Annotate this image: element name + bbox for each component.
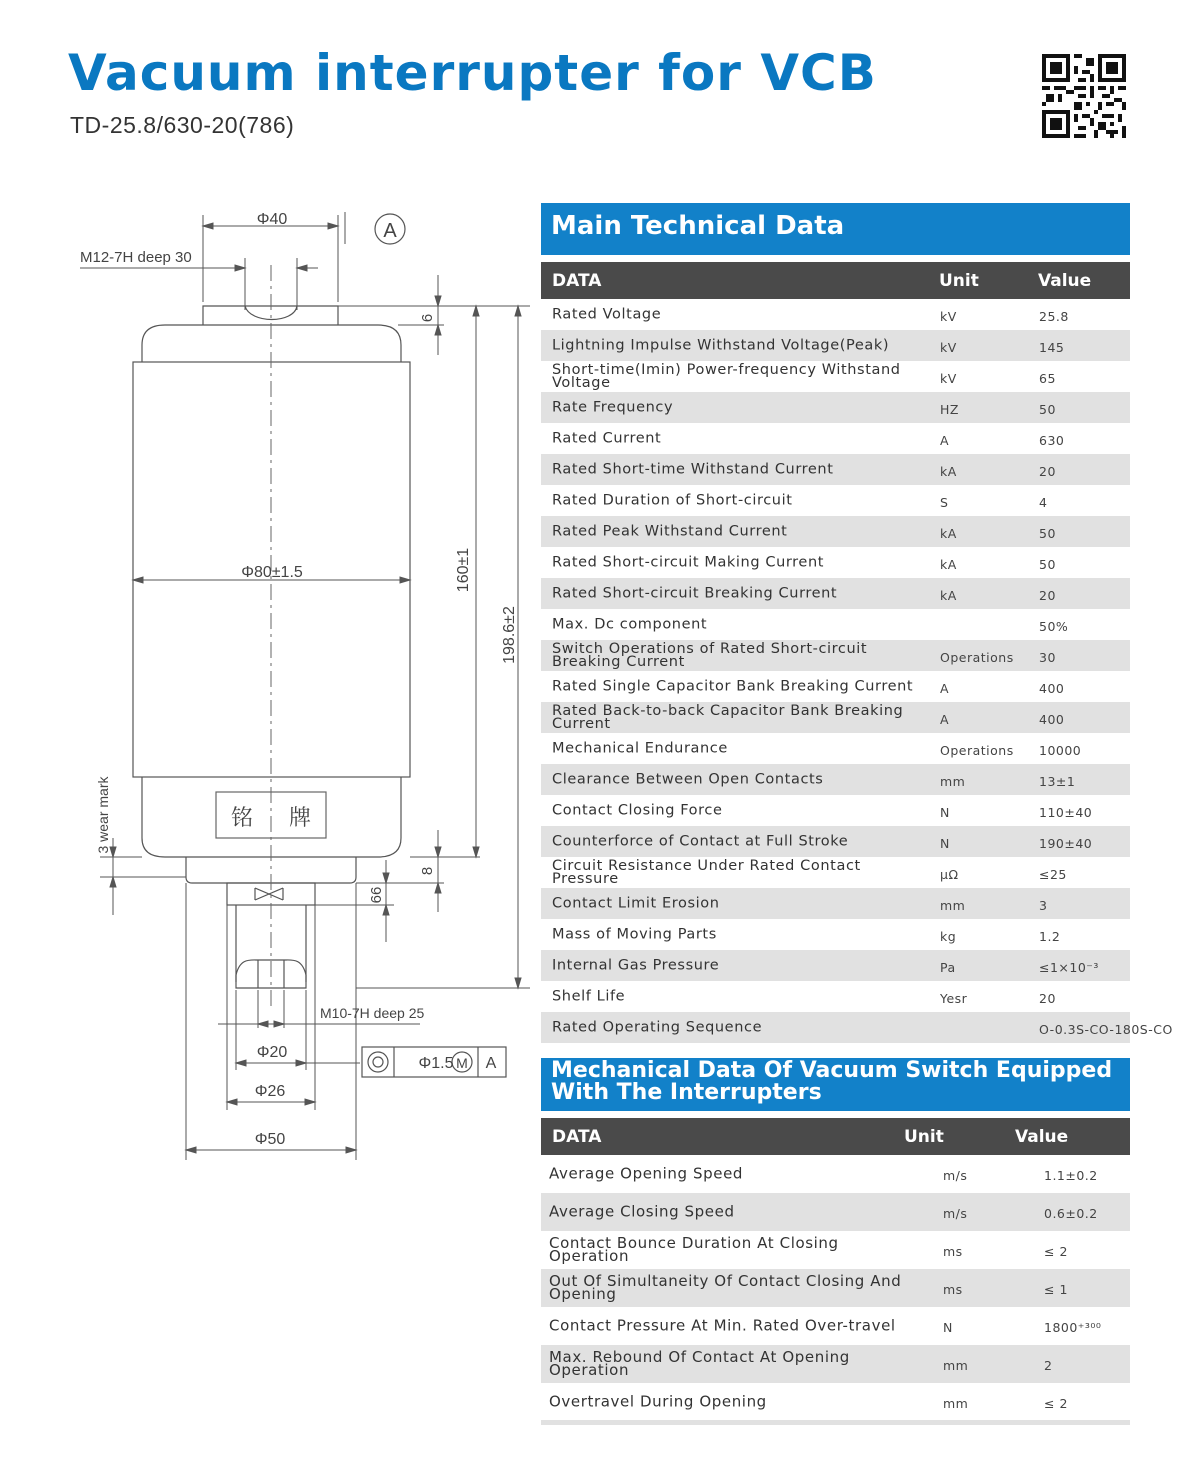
row-unit: kA <box>940 587 957 603</box>
col-data: DATA <box>552 1127 602 1147</box>
table-row <box>541 299 1130 330</box>
row-value: 20 <box>1039 587 1056 603</box>
table-row <box>541 826 1130 857</box>
col-data: DATA <box>552 271 602 291</box>
row-value: 50 <box>1039 401 1056 417</box>
table-row <box>541 950 1130 981</box>
dim-66: 66 <box>368 886 385 904</box>
dim-160: 160±1 <box>455 547 472 593</box>
dim-phi20: Φ20 <box>256 1044 288 1061</box>
row-name: Internal Gas Pressure <box>552 957 720 973</box>
row-name: Max. Rebound Of Contact At Opening Operation <box>549 1348 850 1379</box>
col-value: Value <box>1015 1127 1069 1147</box>
row-name: Switch Operations of Rated Short-circuit Breaking Current <box>552 640 868 670</box>
row-name: Rated Short-circuit Breaking Current <box>552 585 838 601</box>
table-row <box>541 640 1130 671</box>
row-value: 400 <box>1039 711 1065 727</box>
row-name: Contact Bounce Duration At Closing Operation <box>549 1234 839 1265</box>
row-value: 50 <box>1039 556 1056 572</box>
row-name: Out Of Simultaneity Of Contact Closing And Opening <box>549 1272 902 1303</box>
table-row <box>541 764 1130 795</box>
table-row <box>541 547 1130 578</box>
row-value: 2 <box>1044 1358 1053 1373</box>
table-row <box>541 1345 1130 1383</box>
mech-table-header <box>541 1118 1130 1155</box>
table-row <box>541 392 1130 423</box>
table-row <box>541 671 1130 702</box>
col-unit: Unit <box>939 271 979 291</box>
table-row <box>541 1231 1130 1269</box>
row-unit: HZ <box>940 401 959 417</box>
table-row <box>541 1193 1130 1231</box>
row-name: Contact Pressure At Min. Rated Over-travel <box>549 1316 896 1335</box>
table-row <box>541 423 1130 454</box>
table-row <box>541 981 1130 1012</box>
table-row <box>541 1155 1130 1193</box>
row-unit: Operations <box>940 742 1014 758</box>
dim-phi26: Φ26 <box>254 1083 286 1100</box>
table-row <box>541 361 1130 392</box>
row-value: 4 <box>1039 494 1048 510</box>
row-value: 20 <box>1039 463 1056 479</box>
row-value: 50% <box>1039 618 1069 634</box>
datum-a-label: A <box>383 220 397 242</box>
row-unit: mm <box>943 1396 969 1411</box>
table-row <box>541 1012 1173 1043</box>
row-unit: kA <box>940 556 957 572</box>
row-name: Rated Current <box>552 430 662 446</box>
row-unit: kV <box>940 370 957 386</box>
row-unit: m/s <box>943 1168 968 1183</box>
row-unit: Yesr <box>940 990 968 1006</box>
row-value: 3 <box>1039 897 1048 913</box>
col-value: Value <box>1038 271 1092 291</box>
row-unit: N <box>940 804 950 820</box>
row-unit: S <box>940 494 949 510</box>
table-row <box>541 733 1130 764</box>
row-unit: kV <box>940 339 957 355</box>
row-value: ≤25 <box>1039 866 1067 882</box>
table-row <box>541 330 1130 361</box>
row-value: 13±1 <box>1039 773 1076 789</box>
row-value: 400 <box>1039 680 1065 696</box>
row-value: 0.6±0.2 <box>1044 1206 1098 1221</box>
row-value: ≤ 2 <box>1044 1244 1068 1259</box>
row-name: Rated Peak Withstand Current <box>552 523 788 539</box>
row-value: 1800⁺³⁰⁰ <box>1044 1320 1102 1335</box>
qr-code-icon <box>1042 54 1126 138</box>
row-name: Shelf Life <box>552 988 626 1004</box>
table-row <box>541 1383 1130 1421</box>
nameplate-char-2: 牌 <box>288 805 312 830</box>
table-row <box>541 485 1130 516</box>
main-table-header <box>541 262 1130 299</box>
dim-198: 198.6±2 <box>501 606 518 664</box>
row-unit: m/s <box>943 1206 968 1221</box>
row-unit: kA <box>940 463 957 479</box>
row-unit: ms <box>943 1282 963 1297</box>
row-value: ≤ 2 <box>1044 1396 1068 1411</box>
row-value: 1.2 <box>1039 928 1061 944</box>
dim-phi80: Φ80±1.5 <box>241 564 303 581</box>
thread-top-label: M12-7H deep 30 <box>80 249 192 266</box>
row-value: O-0.3S-CO-180S-CO <box>1039 1021 1173 1037</box>
main-table-body <box>541 299 1173 1043</box>
row-value: 20 <box>1039 990 1056 1006</box>
tolerance-datum: A <box>485 1055 497 1072</box>
table-row <box>541 454 1130 485</box>
table-row <box>541 857 1130 888</box>
row-unit: A <box>940 711 950 727</box>
row-name: Contact Limit Erosion <box>552 895 720 911</box>
row-name: Rated Back-to-back Capacitor Bank Breaking Current <box>552 702 904 732</box>
row-name: Clearance Between Open Contacts <box>552 771 824 787</box>
row-value: 145 <box>1039 339 1065 355</box>
row-name: Lightning Impulse Withstand Voltage(Peak) <box>552 337 890 353</box>
row-name: Rate Frequency <box>552 399 674 415</box>
row-name: Circuit Resistance Under Rated Contact Pressure <box>552 857 861 887</box>
row-value: 30 <box>1039 649 1056 665</box>
row-name: Rated Operating Sequence <box>552 1019 763 1035</box>
row-unit: Pa <box>940 959 956 975</box>
row-name: Rated Single Capacitor Bank Breaking Current <box>552 678 914 694</box>
row-name: Average Opening Speed <box>549 1164 744 1183</box>
row-unit: kA <box>940 525 957 541</box>
row-name: Counterforce of Contact at Full Stroke <box>552 833 849 849</box>
row-unit: N <box>940 835 950 851</box>
row-value: 630 <box>1039 432 1065 448</box>
tolerance-modifier: M <box>456 1055 468 1071</box>
table-row <box>541 919 1130 950</box>
table-row <box>541 702 1130 733</box>
table-row <box>541 516 1130 547</box>
row-value: 25.8 <box>1039 308 1069 324</box>
wear-mark-label: 3 wear mark <box>95 776 111 854</box>
row-value: 50 <box>1039 525 1056 541</box>
main-table-title: Main Technical Data <box>541 203 1130 255</box>
row-name: Short-time(Imin) Power-frequency Withstand Voltage <box>552 361 901 391</box>
row-name: Max. Dc component <box>552 616 708 632</box>
row-name: Rated Short-time Withstand Current <box>552 461 834 477</box>
row-unit: N <box>943 1320 953 1335</box>
row-unit: A <box>940 680 950 696</box>
dim-phi50: Φ50 <box>254 1131 286 1148</box>
interrupter-drawing <box>0 190 540 1180</box>
row-name: Rated Duration of Short-circuit <box>552 492 793 508</box>
row-value: 1.1±0.2 <box>1044 1168 1098 1183</box>
table-row <box>541 609 1130 640</box>
row-name: Mechanical Endurance <box>552 740 728 756</box>
row-unit: A <box>940 432 950 448</box>
dim-6: 6 <box>419 313 436 323</box>
table-row <box>541 888 1130 919</box>
model-number: TD-25.8/630-20(786) <box>70 112 295 138</box>
mech-table-title: Mechanical Data Of Vacuum Switch Equipped With The Interrupters <box>541 1058 1130 1111</box>
table-row <box>541 795 1130 826</box>
row-unit: mm <box>940 897 966 913</box>
row-unit: mm <box>940 773 966 789</box>
table-row <box>541 1269 1130 1307</box>
row-value: 110±40 <box>1039 804 1093 820</box>
thread-bottom-label: M10-7H deep 25 <box>320 1005 425 1021</box>
row-name: Contact Closing Force <box>552 802 723 818</box>
row-name: Overtravel During Opening <box>549 1392 767 1411</box>
table-row <box>541 1307 1130 1345</box>
table-bottom-rule <box>541 1420 1130 1425</box>
row-name: Mass of Moving Parts <box>552 926 717 942</box>
nameplate-char-1: 铭 <box>230 805 254 830</box>
row-value: 65 <box>1039 370 1056 386</box>
dim-8: 8 <box>419 866 436 876</box>
row-unit: kg <box>940 928 957 944</box>
row-unit: Operations <box>940 649 1014 665</box>
row-name: Average Closing Speed <box>549 1202 735 1221</box>
row-name: Rated Voltage <box>552 306 662 322</box>
row-name: Rated Short-circuit Making Current <box>552 554 825 570</box>
row-value: ≤1×10⁻³ <box>1039 959 1099 975</box>
tolerance-value: Φ1.5 <box>418 1055 454 1072</box>
row-unit: mm <box>943 1358 969 1373</box>
table-row <box>541 578 1130 609</box>
row-unit: μΩ <box>940 866 959 882</box>
row-unit: kV <box>940 308 957 324</box>
row-value: 190±40 <box>1039 835 1093 851</box>
dim-phi40: Φ40 <box>256 211 288 228</box>
row-value: ≤ 1 <box>1044 1282 1068 1297</box>
row-unit: ms <box>943 1244 963 1259</box>
row-value: 10000 <box>1039 742 1082 758</box>
mech-table-body <box>541 1155 1130 1421</box>
page-title: Vacuum interrupter for VCB <box>68 44 877 102</box>
col-unit: Unit <box>904 1127 944 1147</box>
